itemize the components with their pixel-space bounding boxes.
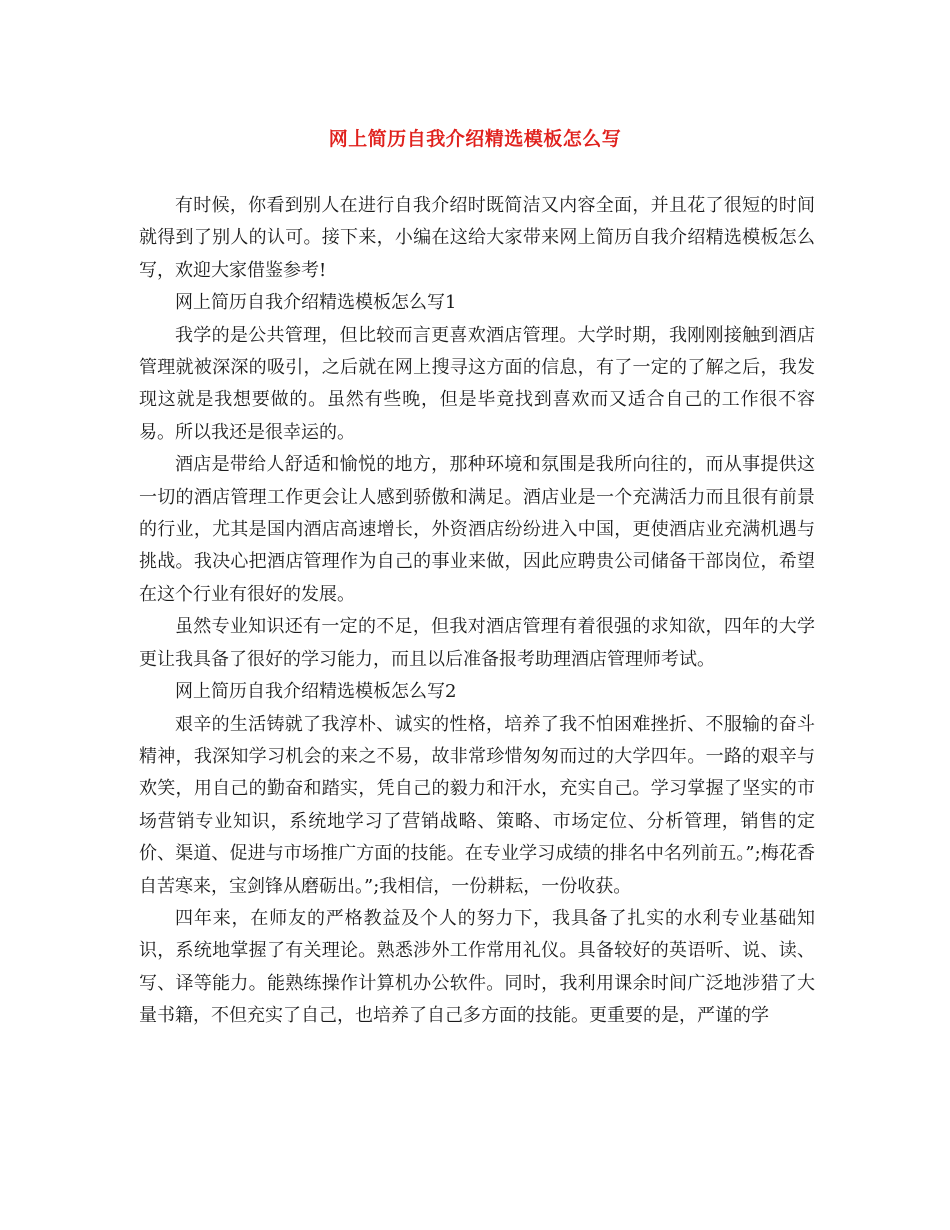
paragraph: 我学的是公共管理，但比较而言更喜欢酒店管理。大学时期，我刚刚接触到酒店管理就被深深的吸引，之后就在网上搜寻这方面的信息，有了一定的了解之后，我发现这就是我想要做的。虽然有些晚，但是毕竟找到喜欢而又适合自己的工作很不容易。所以我还是很幸运的。	[139, 324, 815, 443]
section-heading-1: 网上简历自我介绍精选模板怎么写1	[175, 292, 457, 314]
document-body	[139, 190, 815, 1033]
paragraph-intro: 有时候，你看到别人在进行自我介绍时既简洁又内容全面，并且花了很短的时间就得到了别人的认可。接下来，小编在这给大家带来网上简历自我介绍精选模板怎么写，欢迎大家借鉴参考!	[139, 195, 815, 281]
paragraph: 酒店是带给人舒适和愉悦的地方，那种环境和氛围是我所向往的，而从事提供这一切的酒店管理工作更会让人感到骄傲和满足。酒店业是一个充满活力而且很有前景的行业，尤其是国内酒店高速增长，外资酒店纷纷进入中国，更使酒店业充满机遇与挑战。我决心把酒店管理作为自己的事业来做，因此应聘贵公司储备干部岗位，希望在这个行业有很好的发展。	[139, 454, 815, 605]
paragraph: 艰辛的生活铸就了我淳朴、诚实的性格，培养了我不怕困难挫折、不服输的奋斗精神，我深知学习机会的来之不易，故非常珍惜匆匆而过的大学四年。一路的艰辛与欢笑，用自己的勤奋和踏实，凭自己的毅力和汗水，充实自己。学习掌握了坚实的市场营销专业知识，系统地学习了营销战略、策略、市场定位、分析管理，销售的定价、渠道、促进与市场推广方面的技能。在专业学习成绩的排名中名列前五。”;梅花香自苦寒来，宝剑锋从磨砺出。”;我相信，一份耕耘，一份收获。	[139, 713, 815, 897]
paragraph: 虽然专业知识还有一定的不足，但我对酒店管理有着很强的求知欲，四年的大学更让我具备了很好的学习能力，而且以后准备报考助理酒店管理师考试。	[139, 616, 815, 670]
section-heading-2: 网上简历自我介绍精选模板怎么写2	[175, 681, 457, 703]
document-title: 网上简历自我介绍精选模板怎么写	[328, 128, 622, 150]
paragraph: 四年来，在师友的严格教益及个人的努力下，我具备了扎实的水利专业基础知识，系统地掌握了有关理论。熟悉涉外工作常用礼仪。具备较好的英语听、说、读、写、译等能力。能熟练操作计算机办公软件。同时，我利用课余时间广泛地涉猎了大量书籍，不但充实了自己，也培养了自己多方面的技能。更重要的是，严谨的学	[139, 907, 815, 1027]
